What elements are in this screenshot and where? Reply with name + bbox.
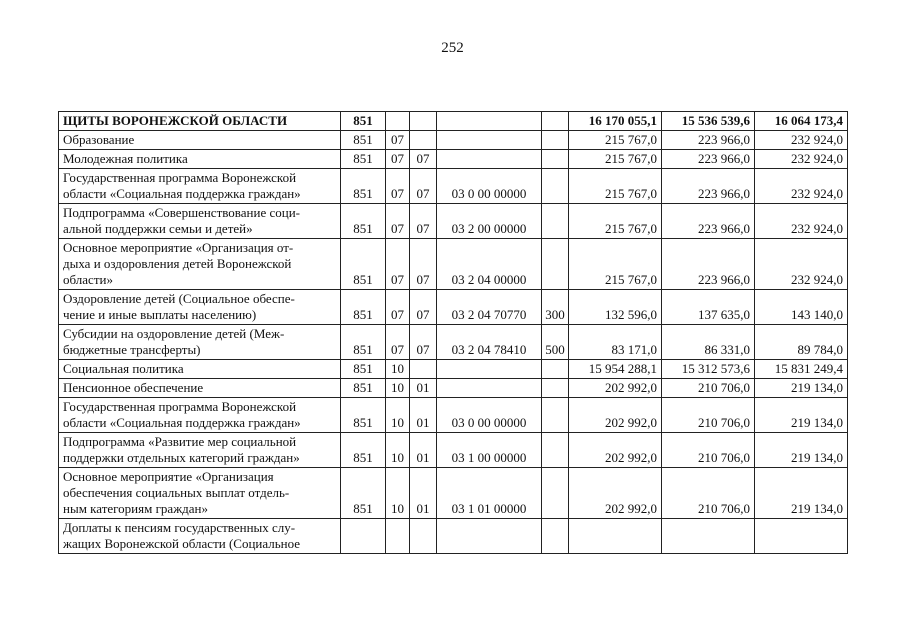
expense-type-cell: 300 — [542, 290, 569, 325]
amount-year2-cell: 210 706,0 — [662, 398, 755, 433]
target-article-cell: 03 2 04 70770 — [437, 290, 542, 325]
grbs-cell: 851 — [341, 204, 386, 239]
row-name-cell — [59, 290, 341, 325]
target-article-cell — [437, 379, 542, 398]
section-cell: 10 — [386, 433, 410, 468]
expense-type-cell — [542, 360, 569, 379]
row-name-cell — [59, 150, 341, 169]
expense-type-cell — [542, 150, 569, 169]
target-article-cell — [437, 150, 542, 169]
amount-year1-cell: 83 171,0 — [569, 325, 662, 360]
amount-year3-cell: 232 924,0 — [755, 169, 848, 204]
amount-year1-cell: 215 767,0 — [569, 131, 662, 150]
row-name-cell — [59, 519, 341, 554]
section-cell: 07 — [386, 325, 410, 360]
subsection-cell — [410, 519, 437, 554]
expense-type-cell — [542, 204, 569, 239]
amount-year3-cell: 16 064 173,4 — [755, 112, 848, 131]
table-row — [59, 519, 848, 554]
subsection-cell: 07 — [410, 239, 437, 290]
amount-year2-cell: 223 966,0 — [662, 131, 755, 150]
row-name-line: Государственная программа Воронежской — [63, 170, 297, 185]
grbs-cell: 851 — [341, 239, 386, 290]
target-article-cell: 03 2 04 78410 — [437, 325, 542, 360]
row-name-line: Пенсионное обеспечение — [63, 380, 204, 395]
section-cell: 07 — [386, 169, 410, 204]
section-cell: 10 — [386, 360, 410, 379]
amount-year3-cell: 232 924,0 — [755, 131, 848, 150]
table-row — [59, 239, 848, 290]
row-name-line: Социальная политика — [63, 361, 184, 376]
amount-year2-cell: 15 312 573,6 — [662, 360, 755, 379]
target-article-cell: 03 2 04 00000 — [437, 239, 542, 290]
grbs-cell: 851 — [341, 150, 386, 169]
subsection-cell — [410, 360, 437, 379]
row-name-line: поддержки отдельных категорий граждан» — [63, 450, 300, 465]
row-name-cell — [59, 379, 341, 398]
row-name-line: Доплаты к пенсиям государственных слу- — [63, 520, 296, 535]
row-name-line: дыха и оздоровления детей Воронежской — [63, 256, 292, 271]
row-name-line: альной поддержки семьи и детей» — [63, 221, 253, 236]
table-row — [59, 398, 848, 433]
amount-year2-cell — [662, 519, 755, 554]
target-article-cell: 03 0 00 00000 — [437, 398, 542, 433]
amount-year2-cell: 210 706,0 — [662, 468, 755, 519]
target-article-cell: 03 1 00 00000 — [437, 433, 542, 468]
grbs-cell: 851 — [341, 433, 386, 468]
amount-year3-cell: 219 134,0 — [755, 433, 848, 468]
table-row — [59, 290, 848, 325]
expense-type-cell: 500 — [542, 325, 569, 360]
amount-year1-cell: 215 767,0 — [569, 239, 662, 290]
target-article-cell — [437, 112, 542, 131]
subsection-cell: 01 — [410, 433, 437, 468]
row-name-cell — [59, 169, 341, 204]
row-name-line: области» — [63, 272, 113, 287]
section-cell: 07 — [386, 204, 410, 239]
row-name-cell — [59, 204, 341, 239]
row-name-cell — [59, 360, 341, 379]
row-name-line: Основное мероприятие «Организация — [63, 469, 274, 484]
row-name-line: Подпрограмма «Развитие мер социальной — [63, 434, 297, 449]
expense-type-cell — [542, 468, 569, 519]
subsection-cell: 07 — [410, 290, 437, 325]
row-name-line: обеспечения социальных выплат отдель- — [63, 485, 290, 500]
amount-year1-cell: 215 767,0 — [569, 150, 662, 169]
subsection-cell: 07 — [410, 169, 437, 204]
row-name-line: Государственная программа Воронежской — [63, 399, 297, 414]
amount-year3-cell: 232 924,0 — [755, 239, 848, 290]
grbs-cell: 851 — [341, 169, 386, 204]
table-row — [59, 468, 848, 519]
section-cell — [386, 519, 410, 554]
expense-type-cell — [542, 398, 569, 433]
section-cell — [386, 112, 410, 131]
grbs-cell: 851 — [341, 290, 386, 325]
amount-year3-cell: 219 134,0 — [755, 379, 848, 398]
row-name-cell — [59, 112, 341, 131]
amount-year1-cell: 202 992,0 — [569, 398, 662, 433]
expense-type-cell — [542, 239, 569, 290]
row-name-line: Образование — [63, 132, 135, 147]
row-name-cell — [59, 131, 341, 150]
target-article-cell: 03 1 01 00000 — [437, 468, 542, 519]
expense-type-cell — [542, 379, 569, 398]
table-body — [59, 112, 848, 554]
amount-year1-cell: 215 767,0 — [569, 169, 662, 204]
row-name-line: Оздоровление детей (Социальное обеспе- — [63, 291, 295, 306]
amount-year3-cell: 219 134,0 — [755, 468, 848, 519]
amount-year2-cell: 210 706,0 — [662, 379, 755, 398]
amount-year2-cell: 223 966,0 — [662, 239, 755, 290]
subsection-cell: 01 — [410, 379, 437, 398]
section-cell: 10 — [386, 379, 410, 398]
amount-year3-cell: 89 784,0 — [755, 325, 848, 360]
subsection-cell — [410, 131, 437, 150]
subsection-cell: 07 — [410, 150, 437, 169]
table-row — [59, 325, 848, 360]
table-row — [59, 433, 848, 468]
amount-year1-cell: 16 170 055,1 — [569, 112, 662, 131]
expense-type-cell — [542, 433, 569, 468]
amount-year3-cell: 143 140,0 — [755, 290, 848, 325]
table-row — [59, 360, 848, 379]
amount-year3-cell: 15 831 249,4 — [755, 360, 848, 379]
grbs-cell: 851 — [341, 468, 386, 519]
row-name-line: Субсидии на оздоровление детей (Меж- — [63, 326, 285, 341]
grbs-cell: 851 — [341, 398, 386, 433]
subsection-cell: 07 — [410, 204, 437, 239]
expense-type-cell — [542, 169, 569, 204]
amount-year3-cell: 232 924,0 — [755, 150, 848, 169]
target-article-cell — [437, 519, 542, 554]
target-article-cell — [437, 360, 542, 379]
amount-year2-cell: 86 331,0 — [662, 325, 755, 360]
grbs-cell: 851 — [341, 325, 386, 360]
amount-year1-cell: 202 992,0 — [569, 379, 662, 398]
expense-type-cell — [542, 112, 569, 131]
row-name-line: области «Социальная поддержка граждан» — [63, 186, 301, 201]
amount-year2-cell: 223 966,0 — [662, 204, 755, 239]
amount-year1-cell: 132 596,0 — [569, 290, 662, 325]
subsection-cell: 07 — [410, 325, 437, 360]
subsection-cell — [410, 112, 437, 131]
amount-year1-cell: 215 767,0 — [569, 204, 662, 239]
amount-year3-cell: 232 924,0 — [755, 204, 848, 239]
grbs-cell: 851 — [341, 112, 386, 131]
row-name-cell — [59, 325, 341, 360]
row-name-line: бюджетные трансферты) — [63, 342, 201, 357]
row-name-line: жащих Воронежской области (Социальное — [63, 536, 301, 551]
amount-year1-cell: 202 992,0 — [569, 433, 662, 468]
row-name-cell — [59, 239, 341, 290]
table-row — [59, 379, 848, 398]
amount-year1-cell: 202 992,0 — [569, 468, 662, 519]
grbs-cell: 851 — [341, 379, 386, 398]
target-article-cell: 03 0 00 00000 — [437, 169, 542, 204]
expense-type-cell — [542, 519, 569, 554]
amount-year2-cell: 223 966,0 — [662, 169, 755, 204]
row-name-cell — [59, 433, 341, 468]
expense-type-cell — [542, 131, 569, 150]
table-row — [59, 204, 848, 239]
row-name-cell — [59, 398, 341, 433]
grbs-cell: 851 — [341, 360, 386, 379]
table-row — [59, 131, 848, 150]
table-row — [59, 150, 848, 169]
table-row — [59, 112, 848, 131]
row-name-line: ЩИТЫ ВОРОНЕЖСКОЙ ОБЛАСТИ — [63, 113, 288, 128]
subsection-cell: 01 — [410, 468, 437, 519]
section-cell: 07 — [386, 290, 410, 325]
target-article-cell: 03 2 00 00000 — [437, 204, 542, 239]
amount-year3-cell — [755, 519, 848, 554]
amount-year2-cell: 210 706,0 — [662, 433, 755, 468]
amount-year2-cell: 15 536 539,6 — [662, 112, 755, 131]
page-number: 252 — [441, 40, 464, 56]
grbs-cell: 851 — [341, 131, 386, 150]
row-name-line: Основное мероприятие «Организация от- — [63, 240, 294, 255]
row-name-line: ным категориям граждан» — [63, 501, 209, 516]
amount-year3-cell: 219 134,0 — [755, 398, 848, 433]
row-name-line: области «Социальная поддержка граждан» — [63, 415, 301, 430]
amount-year1-cell — [569, 519, 662, 554]
subsection-cell: 01 — [410, 398, 437, 433]
row-name-line: Подпрограмма «Совершенствование соци- — [63, 205, 300, 220]
row-name-line: Молодежная политика — [63, 151, 188, 166]
row-name-line: чение и иные выплаты населению) — [63, 307, 257, 322]
section-cell: 07 — [386, 239, 410, 290]
target-article-cell — [437, 131, 542, 150]
section-cell: 10 — [386, 468, 410, 519]
section-cell: 10 — [386, 398, 410, 433]
amount-year2-cell: 137 635,0 — [662, 290, 755, 325]
table-row — [59, 169, 848, 204]
row-name-cell — [59, 468, 341, 519]
amount-year2-cell: 223 966,0 — [662, 150, 755, 169]
section-cell: 07 — [386, 131, 410, 150]
grbs-cell — [341, 519, 386, 554]
amount-year1-cell: 15 954 288,1 — [569, 360, 662, 379]
budget-table — [58, 111, 848, 554]
section-cell: 07 — [386, 150, 410, 169]
